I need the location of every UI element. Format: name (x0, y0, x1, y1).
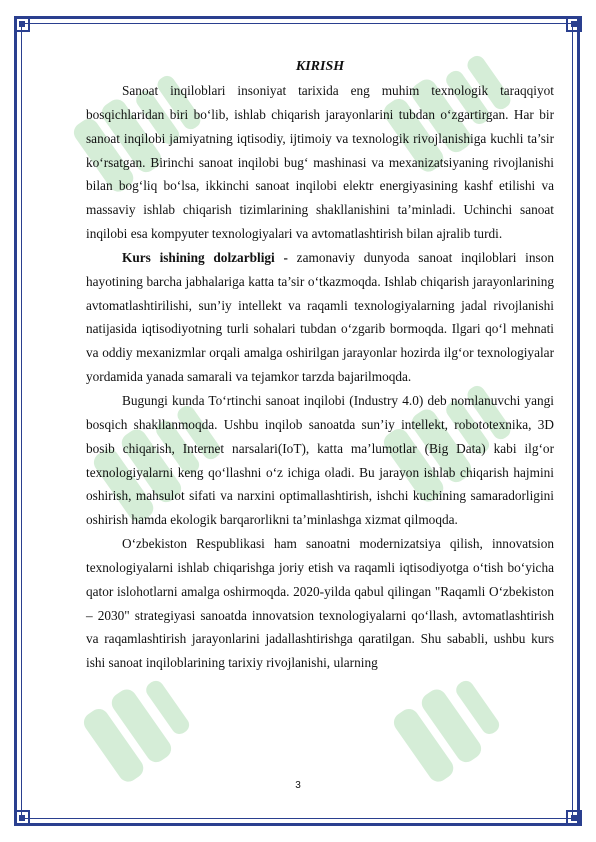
corner-ornament-icon (566, 16, 582, 32)
corner-ornament-icon (14, 810, 30, 826)
paragraph-text: Bugungi kunda To‘rtinchi sanoat inqilobi (Industry 4.0) deb nomlanuvchi yangi bosqich shakllanmoqda. Ushbu inqilob sanoatda sun’iy intellekt, robototexnika, 3D bosib chiqarish, Internet narsalari(IoT), katta ma’lumotlar (Big Data) kabi ilg‘or texnologiyalarni keng qo‘llashni o‘z ichiga oladi. Bu jarayon ishlab chiqarish hajmini oshirish, mahsulot sifati va narxini optimallashtirish, ishchi kuchining samaradorligini oshirish hamda ekologik barqarorlikni ta’minlashga xizmat qilmoqda. (86, 392, 554, 528)
paragraph-lead: Kurs ishining dolzarbligi - (122, 249, 288, 265)
paragraph (86, 532, 554, 675)
paragraph-text: O‘zbekiston Respublikasi ham sanoatni modernizatsiya qilish, innovatsion texnologiyalarni ishlab chiqarishga joriy etish va raqamli iqtisodiyotga o‘tish bo‘yicha qator islohotlarni amalga oshirmoqda. 2020-yilda qabul qilingan "Raqamli O‘zbekiston – 2030" strategiyasi sanoatda innovatsion texnologiyalarni qo‘llash, avtomatlashtirish va raqamlashtirish jarayonlarini jadallashtirishga qaratilgan. Shu sababli, ushbu kurs ishi sanoat inqiloblarining tarixiy rivojlanishi, ularning (86, 536, 554, 671)
paragraph (86, 246, 554, 389)
paragraph (86, 389, 554, 532)
paragraph (86, 79, 554, 246)
page-title: KIRISH (295, 59, 345, 74)
corner-ornament-icon (14, 16, 30, 32)
document-body (86, 56, 554, 675)
page-number: 3 (295, 780, 301, 791)
corner-ornament-icon (566, 810, 582, 826)
paragraph-text: Sanoat inqiloblari insoniyat tarixida eng muhim texnologik taraqqiyot bosqichlaridan biri bo‘lib, ishlab chiqarish jarayonlarini tubdan o‘zgartirgan. Har bir sanoat inqilobi jamiyatning iqtisodiy, ijtimoiy va texnologik rivojlanishiga kuchli ta’sir ko‘rsatgan. Birinchi sanoat inqilobi bug‘ mashinasi va mexanizatsiyaning rivojlanishi bilan bog‘liq bo‘lsa, ikkinchi sanoat inqilobi elektr energiyasining kashf etilishi va massaviy ishlab chiqarish tizimlarining shakllanishini ta’minladi. Uchinchi sanoat inqilobi esa kompyuter texnologiyalari va avtomatlashtirish bilan ajralib turdi. (86, 83, 554, 242)
paragraph-text: zamonaviy dunyoda sanoat inqiloblari inson hayotining barcha jabhalariga katta ta’sir o‘tkazmoqda. Ishlab chiqarish jarayonlarining avtomatlashtirilishi, sun’iy intellekt va raqamli texnologiyalarning jadal rivojlanishi natijasida iqtisodiyotning turli sohalari tubdan o‘zgarib bormoqda. Ilgari qo‘l mehnati va oddiy mexanizmlar orqali amalga oshirilgan jarayonlar hozirda ilg‘or texnologiyalar yordamida yanada samarali va tejamkor tarzda bajarilmoqda. (86, 249, 554, 385)
